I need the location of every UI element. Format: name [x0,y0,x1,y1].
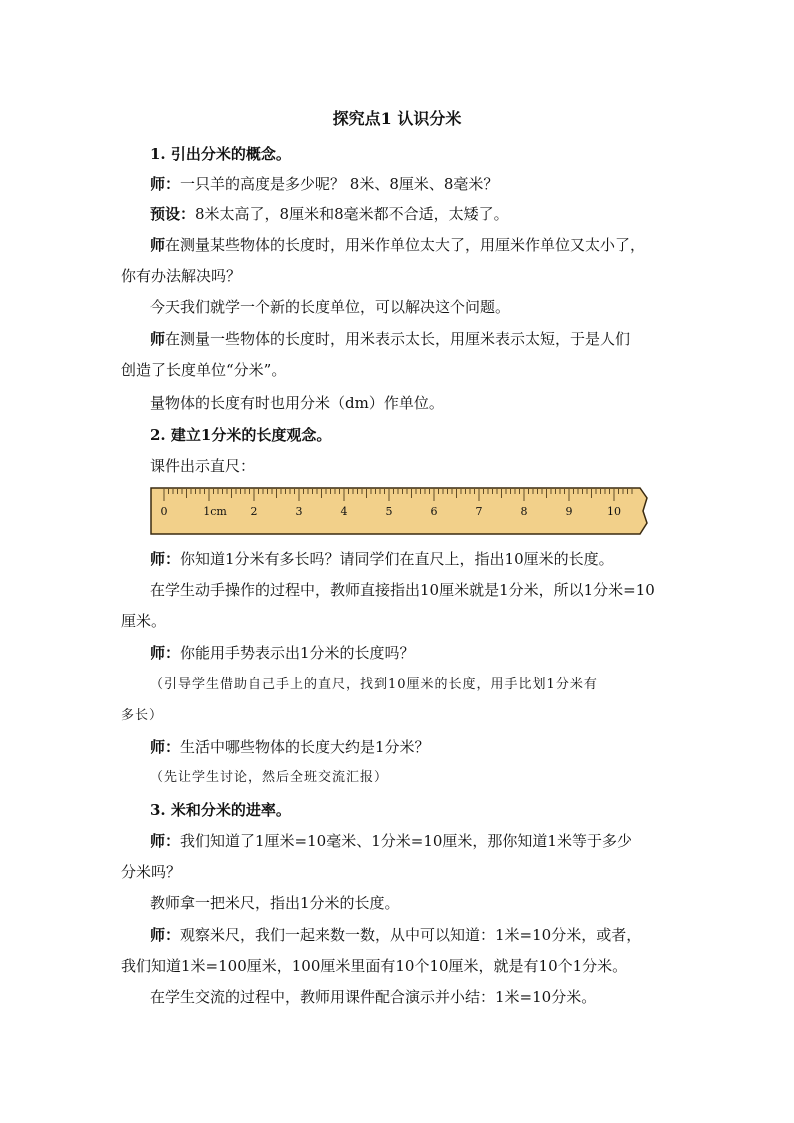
ruler-label: 8 [520,505,528,518]
paragraph-continuation: 分米吗？ [121,863,182,881]
paragraph-text: 8米太高了，8厘米和8毫米都不合适，太矮了。 [195,205,509,223]
page-title: 探究点1 认识分米 [332,109,462,128]
speaker-label: 师： [150,175,181,193]
paragraph-continuation: 创造了长度单位“分米”。 [121,361,287,379]
section-3-heading: 3. 米和分米的进率。 [150,801,291,819]
paragraph [150,329,681,349]
paragraph-text: 一只羊的高度是多少呢？ 8米、8厘米、8毫米？ [180,175,499,193]
paragraph [150,737,681,757]
ruler-label: 5 [385,505,393,518]
paragraph-continuation: 你有办法解决吗？ [121,267,242,285]
paragraph: 今天我们就学一个新的长度单位，可以解决这个问题。 [150,298,511,316]
paragraph-text: 你知道1分米有多长吗？请同学们在直尺上，指出10厘米的长度。 [180,550,614,568]
ruler-label: 2 [250,505,258,518]
teaching-note: （先让学生讨论，然后全班交流汇报） [150,770,389,785]
section-1-heading: 1. 引出分米的概念。 [150,145,291,163]
paragraph-continuation: 厘米。 [121,612,167,630]
paragraph-text: 在测量一些物体的长度时，用米表示太长，用厘米表示太短，于是人们 [165,330,631,348]
paragraph [150,174,681,194]
paragraph-text: 你能用手势表示出1分米的长度吗？ [180,644,415,662]
paragraph: 量物体的长度有时也用分米（dm）作单位。 [150,394,444,412]
teaching-note: （引导学生借助自己手上的直尺，找到10厘米的长度，用手比划1分米有 [150,677,598,692]
ruler-label: 7 [475,505,483,518]
section-2-heading: 2. 建立1分米的长度观念。 [150,426,332,444]
speaker-label: 预设： [150,205,196,223]
paragraph [150,204,681,224]
paragraph: 课件出示直尺： [150,457,256,475]
paragraph [150,925,681,945]
ruler-label: 6 [430,505,438,518]
ruler-label: 4 [340,505,348,518]
speaker-label: 师： [150,550,181,568]
speaker-label: 师： [150,926,181,944]
paragraph [150,831,681,851]
speaker-label: 师 [150,330,166,348]
paragraph-text: 生活中哪些物体的长度大约是1分米？ [180,738,430,756]
paragraph [150,235,681,255]
ruler-label: 9 [565,505,573,518]
speaker-label: 师 [150,236,166,254]
paragraph-text: 在测量某些物体的长度时，用米作单位太大了，用厘米作单位又太小了， [165,236,646,254]
paragraph: 在学生动手操作的过程中，教师直接指出10厘米就是1分米，所以1分米=10 [150,581,655,599]
speaker-label: 师： [150,832,181,850]
speaker-label: 师： [150,738,181,756]
paragraph [150,549,681,569]
paragraph-text: 我们知道了1厘米=10毫米、1分米=10厘米，那你知道1米等于多少 [180,832,632,850]
ruler-illustration [150,487,650,535]
paragraph-continuation: 我们知道1米=100厘米，100厘米里面有10个10厘米，就是有10个1分米。 [121,957,628,975]
ruler-label: 10 [607,505,621,518]
paragraph [150,643,681,663]
ruler-label: 3 [295,505,303,518]
ruler-label: 1cm [203,505,227,518]
paragraph-text: 观察米尺，我们一起来数一数，从中可以知道：1米=10分米，或者， [180,926,642,944]
teaching-note-continuation: 多长） [121,708,164,723]
paragraph: 教师拿一把米尺，指出1分米的长度。 [150,894,400,912]
paragraph: 在学生交流的过程中，教师用课件配合演示并小结：1米=10分米。 [150,988,597,1006]
speaker-label: 师： [150,644,181,662]
ruler-label: 0 [160,505,168,518]
